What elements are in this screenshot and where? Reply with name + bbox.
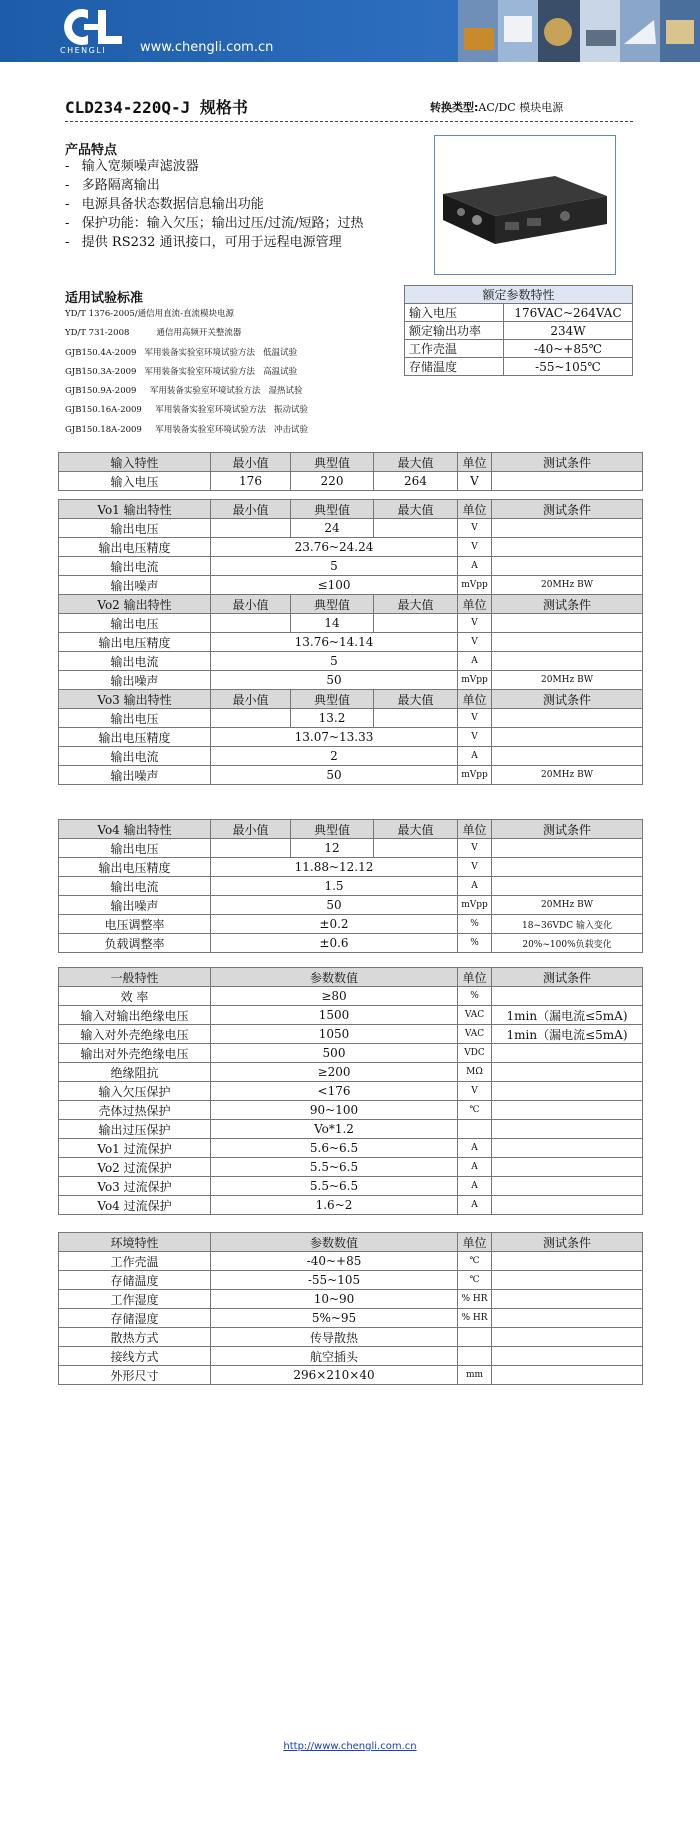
table-row <box>59 1006 643 1025</box>
table-row <box>59 877 643 896</box>
table-row <box>59 1290 643 1309</box>
param-name: 工作湿度 <box>59 1290 211 1309</box>
product-photo <box>434 135 616 275</box>
param-value: 10~90 <box>211 1290 458 1309</box>
empty-cell <box>211 709 291 728</box>
table-row <box>59 1347 643 1366</box>
output-spec-table <box>58 499 643 785</box>
unit-cell: V <box>458 538 492 557</box>
brand-name: CHENGLI <box>60 46 107 55</box>
param-name: 输出电压 <box>59 519 211 538</box>
param-value: 296×210×40 <box>211 1366 458 1385</box>
param-name: 散热方式 <box>59 1328 211 1347</box>
param-name: Vo2 过流保护 <box>59 1158 211 1177</box>
table-row <box>59 557 643 576</box>
condition-cell <box>492 1328 643 1347</box>
param-name: 输出噪声 <box>59 576 211 595</box>
param-name: 输出电压 <box>59 614 211 633</box>
unit-cell: A <box>458 557 492 576</box>
condition-cell <box>492 633 643 652</box>
header-cell: 单位 <box>458 595 492 614</box>
condition-cell <box>492 1044 643 1063</box>
unit-cell: V <box>458 614 492 633</box>
param-name: 输出对外壳绝缘电压 <box>59 1044 211 1063</box>
param-name: 输出电压 <box>59 709 211 728</box>
unit-cell: A <box>458 1196 492 1215</box>
empty-cell <box>374 519 458 538</box>
footer <box>0 1741 700 1752</box>
standard-item: YD/T 731-2008 通信用高频开关整流器 <box>65 328 242 339</box>
rated-parameters-table <box>404 285 633 376</box>
unit-cell: A <box>458 1177 492 1196</box>
feature-item: - 多路隔离输出 <box>65 176 364 195</box>
unit-cell: V <box>458 519 492 538</box>
document-title: CLD234-220Q-J 规格书 <box>65 98 248 117</box>
condition-cell <box>492 987 643 1006</box>
typ-value: ±0.6 <box>211 934 458 953</box>
unit-cell: mm <box>458 1366 492 1385</box>
param-name: 存储湿度 <box>59 1309 211 1328</box>
param-name: 外形尺寸 <box>59 1366 211 1385</box>
banner-website[interactable]: www.chengli.com.cn <box>140 40 274 55</box>
table-row <box>59 1101 643 1120</box>
typ-value: 2 <box>211 747 458 766</box>
condition-cell <box>492 652 643 671</box>
param-value: 航空插头 <box>211 1347 458 1366</box>
table-row <box>59 766 643 785</box>
header-cell: Vo4 输出特性 <box>59 820 211 839</box>
typ-value: 12 <box>291 839 374 858</box>
param-name: 输出电流 <box>59 557 211 576</box>
param-value: -40~+85 <box>211 1252 458 1271</box>
condition-cell <box>492 1139 643 1158</box>
condition-cell <box>492 1177 643 1196</box>
header-cell: 测试条件 <box>492 968 643 987</box>
param-name: 输出噪声 <box>59 766 211 785</box>
header-cell: 测试条件 <box>492 595 643 614</box>
condition-cell <box>492 1309 643 1328</box>
table-header-row <box>59 500 643 519</box>
param-name: 壳体过热保护 <box>59 1101 211 1120</box>
param-name: 绝缘阻抗 <box>59 1063 211 1082</box>
table-row <box>59 1271 643 1290</box>
header-banner <box>0 0 700 62</box>
header-cell: 测试条件 <box>492 453 643 472</box>
table-row <box>59 633 643 652</box>
unit-cell: A <box>458 652 492 671</box>
header-cell: 最小值 <box>211 820 291 839</box>
condition-cell <box>492 877 643 896</box>
condition-cell: 1min（漏电流≤5mA) <box>492 1006 643 1025</box>
unit-cell: VAC <box>458 1025 492 1044</box>
header-cell: 单位 <box>458 820 492 839</box>
param-value: 1500 <box>211 1006 458 1025</box>
condition-cell <box>492 1366 643 1385</box>
param-name: 输出电压精度 <box>59 538 211 557</box>
param-name: 负载调整率 <box>59 934 211 953</box>
param-name: Vo4 过流保护 <box>59 1196 211 1215</box>
unit-cell <box>458 1347 492 1366</box>
condition-cell: 20MHz BW <box>492 671 643 690</box>
param-value: 5.5~6.5 <box>211 1177 458 1196</box>
header-cell: 一般特性 <box>59 968 211 987</box>
feature-item: - 电源具备状态数据信息输出功能 <box>65 195 364 214</box>
unit-cell: % <box>458 915 492 934</box>
table-row <box>59 1044 643 1063</box>
standard-item: GJB150.16A-2009 军用装备实验室环境试验方法 振动试验 <box>65 405 308 416</box>
typ-value: 13.2 <box>291 709 374 728</box>
param-name: 输出电流 <box>59 747 211 766</box>
header-cell: 最小值 <box>211 595 291 614</box>
unit-cell: A <box>458 1158 492 1177</box>
param-value: 传导散热 <box>211 1328 458 1347</box>
table-row <box>59 1063 643 1082</box>
param-name: 输出电压精度 <box>59 633 211 652</box>
feature-item: - 提供 RS232 通讯接口，可用于远程电源管理 <box>65 233 364 252</box>
header-cell: Vo3 输出特性 <box>59 690 211 709</box>
header-cell: 测试条件 <box>492 690 643 709</box>
condition-cell <box>492 519 643 538</box>
param-name: 输入对输出绝缘电压 <box>59 1006 211 1025</box>
feature-item: - 保护功能：输入欠压；输出过压/过流/短路；过热 <box>65 214 364 233</box>
rated-value: -55~105℃ <box>504 358 633 376</box>
param-name: 输入电压 <box>59 472 211 491</box>
param-name: 输出噪声 <box>59 896 211 915</box>
unit-cell: VDC <box>458 1044 492 1063</box>
table-row <box>59 614 643 633</box>
unit-cell: A <box>458 1139 492 1158</box>
unit-cell: mVpp <box>458 576 492 595</box>
unit-cell: mVpp <box>458 671 492 690</box>
header-cell: 典型值 <box>291 690 374 709</box>
param-value: 1.6~2 <box>211 1196 458 1215</box>
empty-cell <box>374 839 458 858</box>
typ-value: 5 <box>211 652 458 671</box>
param-value: -55~105 <box>211 1271 458 1290</box>
conversion-label: 转换类型: <box>430 101 479 114</box>
param-name: 工作壳温 <box>59 1252 211 1271</box>
header-cell: 最小值 <box>211 690 291 709</box>
param-value: 5.5~6.5 <box>211 1158 458 1177</box>
unit-cell: V <box>458 472 492 491</box>
condition-cell <box>492 472 643 491</box>
table-row <box>59 747 643 766</box>
unit-cell: V <box>458 709 492 728</box>
header-cell: 单位 <box>458 500 492 519</box>
param-name: Vo1 过流保护 <box>59 1139 211 1158</box>
standard-item: GJB150.9A-2009 军用装备实验室环境试验方法 湿热试验 <box>65 386 303 397</box>
param-name: 接线方式 <box>59 1347 211 1366</box>
header-cell: 测试条件 <box>492 1233 643 1252</box>
table-header-row <box>59 820 643 839</box>
condition-cell <box>492 747 643 766</box>
condition-cell: 1min（漏电流≤5mA) <box>492 1025 643 1044</box>
param-value: Vo*1.2 <box>211 1120 458 1139</box>
param-value: 5.6~6.5 <box>211 1139 458 1158</box>
table-row <box>59 987 643 1006</box>
unit-cell: mVpp <box>458 766 492 785</box>
condition-cell: 20MHz BW <box>492 766 643 785</box>
unit-cell: V <box>458 839 492 858</box>
condition-cell <box>492 1347 643 1366</box>
param-name: 输出电压 <box>59 839 211 858</box>
general-spec-table <box>58 967 643 1215</box>
unit-cell: % <box>458 987 492 1006</box>
condition-cell <box>492 1290 643 1309</box>
header-cell: 典型值 <box>291 595 374 614</box>
header-cell: 环境特性 <box>59 1233 211 1252</box>
param-name: 输出过压保护 <box>59 1120 211 1139</box>
unit-cell: V <box>458 1082 492 1101</box>
typ-value: ±0.2 <box>211 915 458 934</box>
header-cell: 单位 <box>458 690 492 709</box>
typ-value: 5 <box>211 557 458 576</box>
param-value: <176 <box>211 1082 458 1101</box>
param-name: 输出电压精度 <box>59 858 211 877</box>
table-row <box>59 934 643 953</box>
table-header-row <box>59 595 643 614</box>
condition-cell <box>492 1196 643 1215</box>
condition-cell <box>492 1252 643 1271</box>
conversion-type <box>430 99 563 115</box>
condition-cell: 18~36VDC 输入变化 <box>492 915 643 934</box>
features-list <box>65 157 364 252</box>
unit-cell: V <box>458 858 492 877</box>
param-name: 输出电流 <box>59 652 211 671</box>
header-cell: 最小值 <box>211 453 291 472</box>
header-cell: 测试条件 <box>492 500 643 519</box>
header-cell: 最大值 <box>374 453 458 472</box>
param-name: 输入对外壳绝缘电压 <box>59 1025 211 1044</box>
typ-value: 50 <box>211 766 458 785</box>
param-value: ≥200 <box>211 1063 458 1082</box>
max-value: 264 <box>374 472 458 491</box>
empty-cell <box>211 614 291 633</box>
unit-cell: mVpp <box>458 896 492 915</box>
table-row <box>59 1082 643 1101</box>
empty-cell <box>374 614 458 633</box>
header-cell: 典型值 <box>291 500 374 519</box>
param-name: 输出电压精度 <box>59 728 211 747</box>
condition-cell <box>492 1082 643 1101</box>
header-cell: 参数数值 <box>211 968 458 987</box>
typ-value: 14 <box>291 614 374 633</box>
header-cell: 最大值 <box>374 690 458 709</box>
param-name: 电压调整率 <box>59 915 211 934</box>
rated-label: 输入电压 <box>405 304 504 322</box>
table-row <box>59 858 643 877</box>
unit-cell <box>458 1328 492 1347</box>
standard-item: GJB150.18A-2009 军用装备实验室环境试验方法 冲击试验 <box>65 424 308 435</box>
condition-cell <box>492 858 643 877</box>
condition-cell <box>492 1158 643 1177</box>
header-cell: 最小值 <box>211 500 291 519</box>
typ-value: 13.07~13.33 <box>211 728 458 747</box>
unit-cell: A <box>458 747 492 766</box>
condition-cell <box>492 1120 643 1139</box>
param-name: 输入欠压保护 <box>59 1082 211 1101</box>
table-row <box>59 576 643 595</box>
rated-label: 额定输出功率 <box>405 322 504 340</box>
header-cell: Vo2 输出特性 <box>59 595 211 614</box>
unit-cell: % HR <box>458 1290 492 1309</box>
table-row <box>59 1309 643 1328</box>
table-row <box>59 709 643 728</box>
typ-value: 13.76~14.14 <box>211 633 458 652</box>
table-row <box>59 671 643 690</box>
footer-url-link[interactable]: http://www.chengli.com.cn <box>283 1741 417 1752</box>
table-row <box>59 1177 643 1196</box>
table-row <box>59 915 643 934</box>
table-row <box>59 1120 643 1139</box>
condition-cell <box>492 1271 643 1290</box>
unit-cell: ℃ <box>458 1252 492 1271</box>
header-cell: Vo1 输出特性 <box>59 500 211 519</box>
unit-cell: A <box>458 877 492 896</box>
rated-heading: 额定参数特性 <box>405 286 633 304</box>
header-cell: 测试条件 <box>492 820 643 839</box>
unit-cell: MΩ <box>458 1063 492 1082</box>
table-header-row <box>59 968 643 987</box>
header-cell: 单位 <box>458 453 492 472</box>
param-value: 500 <box>211 1044 458 1063</box>
unit-cell: ℃ <box>458 1101 492 1120</box>
table-row <box>59 1328 643 1347</box>
table-header-row <box>59 453 643 472</box>
title-divider <box>65 121 633 122</box>
standard-item: YD/T 1376-2005/通信用直流-直流模块电源 <box>65 309 235 319</box>
min-value: 176 <box>211 472 291 491</box>
unit-cell: % <box>458 934 492 953</box>
table-row <box>59 652 643 671</box>
condition-cell: 20MHz BW <box>492 896 643 915</box>
condition-cell <box>492 1063 643 1082</box>
condition-cell <box>492 728 643 747</box>
standard-item: GJB150.3A-2009 军用装备实验室环境试验方法 高温试验 <box>65 366 298 377</box>
table-row <box>59 896 643 915</box>
typ-value: 1.5 <box>211 877 458 896</box>
typ-value: 23.76~24.24 <box>211 538 458 557</box>
param-name: Vo3 过流保护 <box>59 1177 211 1196</box>
condition-cell: 20%~100%负载变化 <box>492 934 643 953</box>
empty-cell <box>211 519 291 538</box>
unit-cell: ℃ <box>458 1271 492 1290</box>
condition-cell: 20MHz BW <box>492 576 643 595</box>
condition-cell <box>492 538 643 557</box>
rated-label: 存储温度 <box>405 358 504 376</box>
param-value: 1050 <box>211 1025 458 1044</box>
table-row <box>59 519 643 538</box>
table-row <box>59 538 643 557</box>
param-value: 5%~95 <box>211 1309 458 1328</box>
vo4-spec-table <box>58 819 643 953</box>
table-row <box>59 728 643 747</box>
header-cell: 最大值 <box>374 820 458 839</box>
param-value: 90~100 <box>211 1101 458 1120</box>
header-cell: 典型值 <box>291 820 374 839</box>
header-cell: 最大值 <box>374 500 458 519</box>
header-cell: 单位 <box>458 1233 492 1252</box>
features-heading: 产品特点 <box>65 143 118 158</box>
param-name: 输出噪声 <box>59 671 211 690</box>
rated-label: 工作壳温 <box>405 340 504 358</box>
unit-cell: V <box>458 728 492 747</box>
condition-cell <box>492 614 643 633</box>
banner-photo-strip-icon <box>458 0 700 62</box>
standards-list <box>65 307 308 442</box>
empty-cell <box>374 709 458 728</box>
conversion-value: AC/DC 模块电源 <box>478 101 564 114</box>
condition-cell <box>492 839 643 858</box>
unit-cell <box>458 1120 492 1139</box>
typ-value: 24 <box>291 519 374 538</box>
condition-cell <box>492 1101 643 1120</box>
table-row <box>59 1366 643 1385</box>
header-cell: 参数数值 <box>211 1233 458 1252</box>
param-name: 效 率 <box>59 987 211 1006</box>
empty-cell <box>211 839 291 858</box>
condition-cell <box>492 709 643 728</box>
header-cell: 最大值 <box>374 595 458 614</box>
unit-cell: VAC <box>458 1006 492 1025</box>
typ-value: 50 <box>211 671 458 690</box>
param-name: 存储温度 <box>59 1271 211 1290</box>
table-row <box>59 1139 643 1158</box>
table-row <box>59 472 643 491</box>
table-header-row <box>59 690 643 709</box>
header-cell: 单位 <box>458 968 492 987</box>
header-cell: 典型值 <box>291 453 374 472</box>
rated-value: 234W <box>504 322 633 340</box>
table-row <box>59 1252 643 1271</box>
table-row <box>59 1196 643 1215</box>
condition-cell <box>492 557 643 576</box>
rated-value: 176VAC~264VAC <box>504 304 633 322</box>
table-row <box>59 839 643 858</box>
typ-value: 50 <box>211 896 458 915</box>
typ-value: ≤100 <box>211 576 458 595</box>
typ-value: 11.88~12.12 <box>211 858 458 877</box>
environment-spec-table <box>58 1232 643 1385</box>
standard-item: GJB150.4A-2009 军用装备实验室环境试验方法 低温试验 <box>65 347 298 358</box>
typ-value: 220 <box>291 472 374 491</box>
header-cell: 输入特性 <box>59 453 211 472</box>
table-row <box>59 1158 643 1177</box>
feature-item: - 输入宽频噪声滤波器 <box>65 157 364 176</box>
unit-cell: V <box>458 633 492 652</box>
unit-cell: % HR <box>458 1309 492 1328</box>
input-spec-table <box>58 452 643 491</box>
param-value: ≥80 <box>211 987 458 1006</box>
power-module-icon <box>435 136 615 274</box>
table-row <box>59 1025 643 1044</box>
param-name: 输出电流 <box>59 877 211 896</box>
table-header-row <box>59 1233 643 1252</box>
standards-heading: 适用试验标准 <box>65 291 144 306</box>
rated-value: -40~+85℃ <box>504 340 633 358</box>
